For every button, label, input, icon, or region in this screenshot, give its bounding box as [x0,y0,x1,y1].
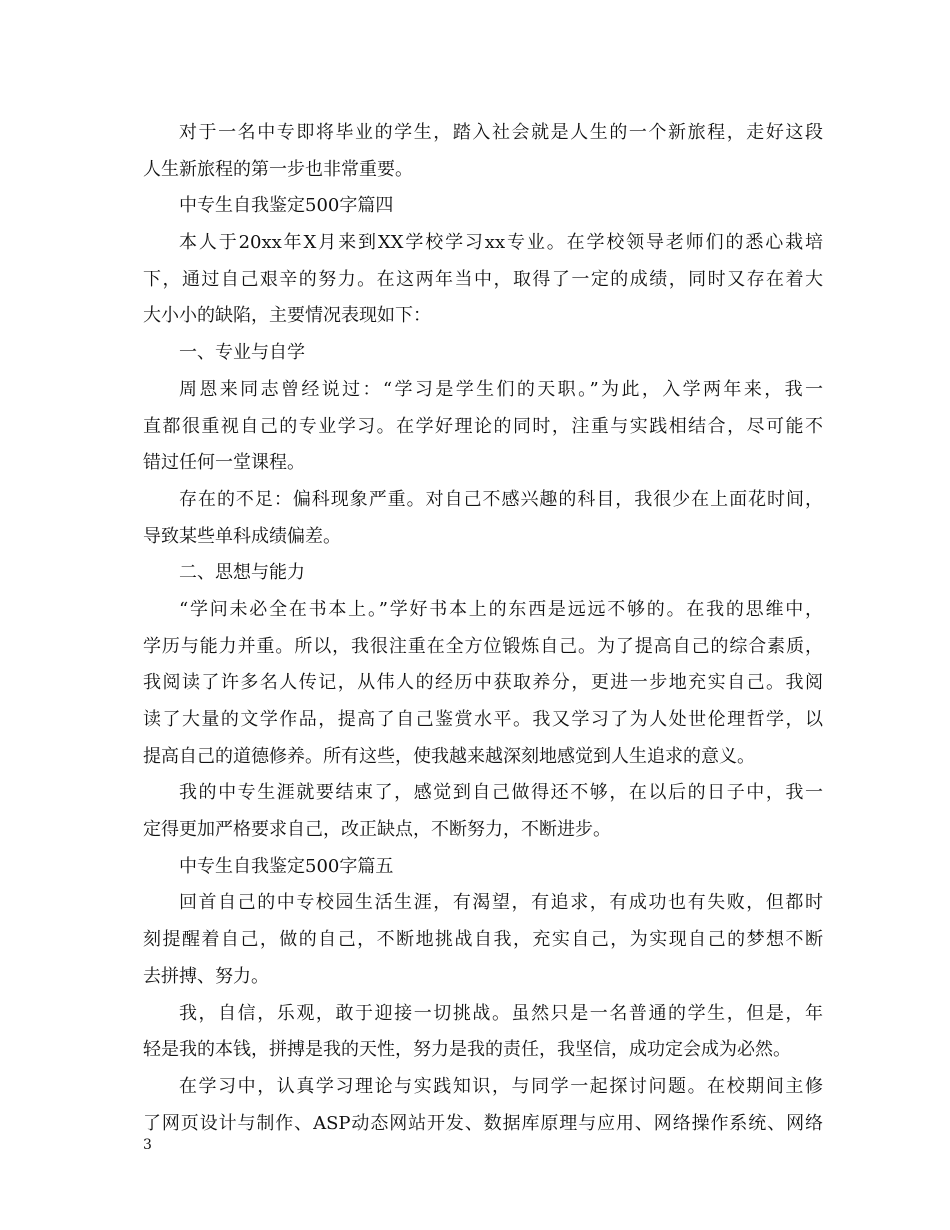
text-line: 我的中专生涯就要结束了，感觉到自己做得还不够，在以后的日子中，我一 [179,782,823,804]
text-line: 人生新旅程的第一步也非常重要。 [143,158,413,180]
page-number: 3 [143,1137,152,1153]
section-heading: 中专生自我鉴定500字篇五 [179,855,394,877]
text-line: 本人于20xx年X月来到XX学校学习xx专业。在学校领导老师们的悉心栽培 [179,232,823,254]
text-line: 回首自己的中专校园生活生涯，有渴望，有追求，有成功也有失败，但都时 [179,892,823,914]
text-line: 周恩来同志曾经说过：“学习是学生们的天职。”为此，入学两年来，我一 [179,378,823,400]
text-line: 去拼搏、努力。 [143,965,269,987]
document-body [143,115,823,1142]
text-line: 刻提醒着自己，做的自己，不断地挑战自我，充实自己，为实现自己的梦想不断 [143,929,823,951]
text-line: 导致某些单科成绩偏差。 [143,525,341,547]
section-heading: 一、专业与自学 [179,342,305,364]
text-line: 在学习中，认真学习理论与实践知识，与同学一起探讨问题。在校期间主修 [179,1075,823,1097]
text-line: 直都很重视自己的专业学习。在学好理论的同时，注重与实践相结合，尽可能不 [143,415,823,437]
text-line: 我，自信，乐观，敢于迎接一切挑战。虽然只是一名普通的学生，但是，年 [179,1002,823,1024]
text-line: 了网页设计与制作、ASP动态网站开发、数据库原理与应用、网络操作系统、网络 [143,1112,823,1134]
text-line: 对于一名中专即将毕业的学生，踏入社会就是人生的一个新旅程，走好这段 [179,122,823,143]
text-line: 提高自己的道德修养。所有这些，使我越来越深刻地感觉到人生追求的意义。 [143,745,755,767]
text-line: 轻是我的本钱，拼搏是我的天性，努力是我的责任，我坚信，成功定会成为必然。 [143,1039,791,1061]
text-line: 下，通过自己艰辛的努力。在这两年当中，取得了一定的成绩，同时又存在着大 [143,268,823,290]
text-line: 存在的不足：偏科现象严重。对自己不感兴趣的科目，我很少在上面花时间， [179,488,823,510]
text-line: 定得更加严格要求自己，改正缺点，不断努力，不断进步。 [143,819,611,841]
text-line: 我阅读了许多名人传记，从伟人的经历中获取养分，更进一步地充实自己。我阅 [143,672,823,694]
section-heading: 二、思想与能力 [179,562,305,584]
section-heading: 中专生自我鉴定500字篇四 [179,195,394,217]
text-line: 大小小的缺陷，主要情况表现如下： [143,305,431,327]
text-line: 读了大量的文学作品，提高了自己鉴赏水平。我又学习了为人处世伦理哲学，以 [143,709,823,730]
text-line: “学问未必全在书本上。”学好书本上的东西是远远不够的。在我的思维中， [179,598,823,620]
text-line: 错过任何一堂课程。 [143,452,305,474]
text-line: 学历与能力并重。所以，我很注重在全方位锻炼自己。为了提高自己的综合素质， [143,635,823,657]
